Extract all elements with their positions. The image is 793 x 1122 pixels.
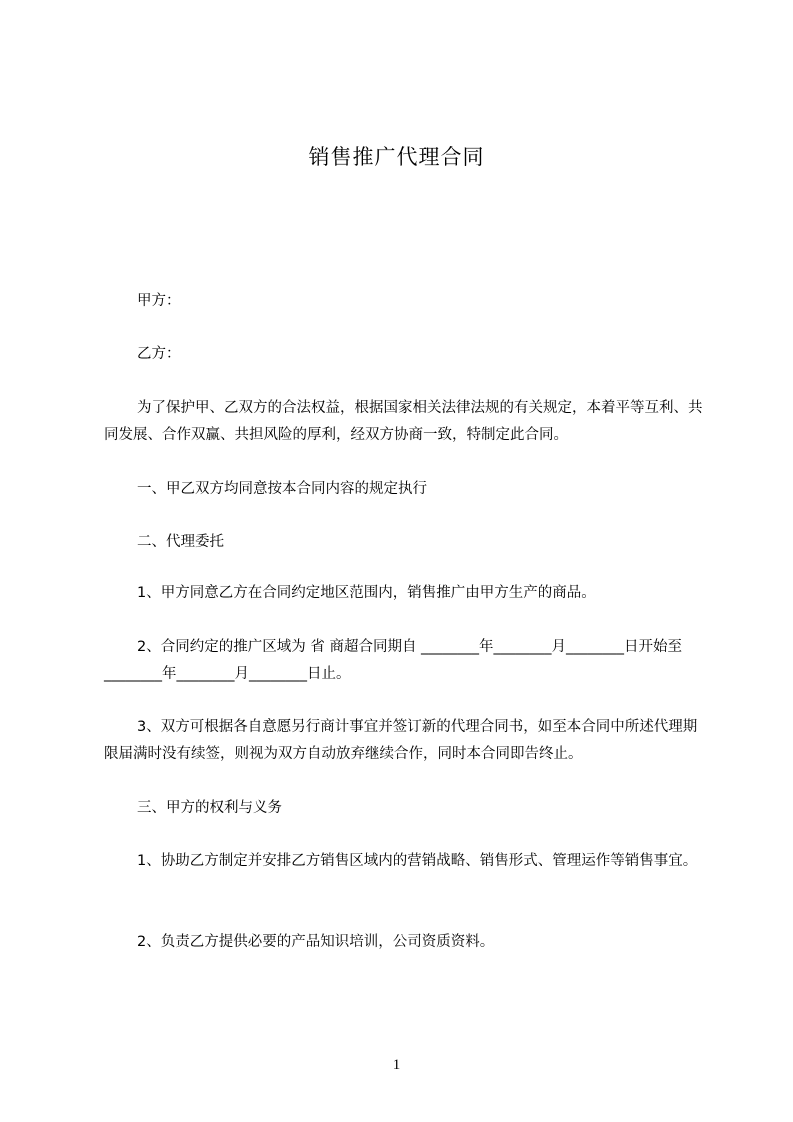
section-heading-2: 二、代理委托 [137,534,224,550]
party-b-line: 乙方： [137,346,181,362]
page-number: 1 [392,1057,401,1073]
section-heading-3: 三、甲方的权利与义务 [137,800,282,816]
document-title: 销售推广代理合同 [308,145,485,169]
section-heading-1: 一、甲乙双方均同意按本合同内容的规定执行 [137,481,427,497]
preamble-paragraph: 为了保护甲、乙双方的合法权益，根据国家相关法律法规的有关规定，本着平等互利、共同发展、合作双赢、共担风险的厚利，经双方协商一致，特制定此合同。 [104,400,703,443]
clause-2-1: 1、甲方同意乙方在合同约定地区范围内，销售推广由甲方生产的商品。 [137,585,596,601]
party-a-line: 甲方： [137,293,181,309]
clause-2-2: 2、合同约定的推广区域为 省 商超合同期自 ________年________月________日开始至 ________年________月________日止。 [104,639,692,682]
clause-3-2: 2、负责乙方提供必要的产品知识培训，公司资质资料。 [137,934,495,950]
clause-3-1: 1、协助乙方制定并安排乙方销售区域内的营销战略、销售形式、管理运作等销售事宜。 [137,853,698,869]
clause-2-3: 3、双方可根据各自意愿另行商计事宜并签订新的代理合同书，如至本合同中所述代理期限届满时没有续签，则视为双方自动放弃继续合作，同时本合同即告终止。 [104,719,698,762]
